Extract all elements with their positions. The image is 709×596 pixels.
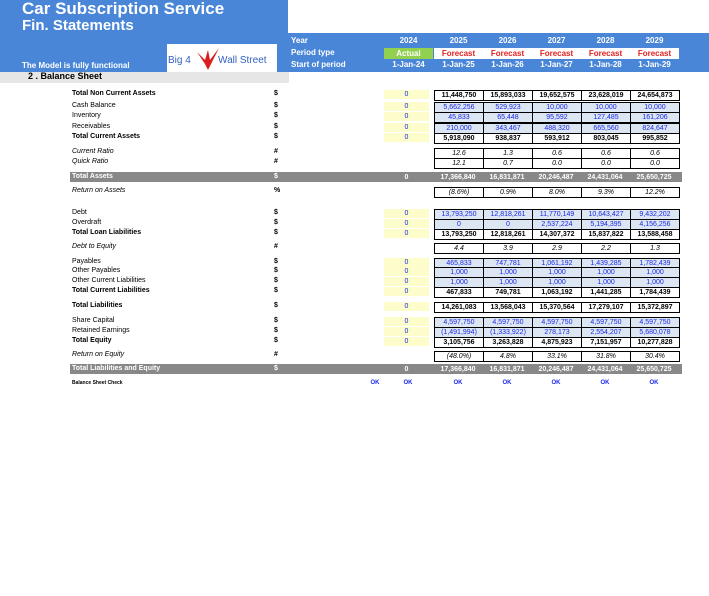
value-cell: 2.2: [581, 243, 631, 254]
value-cell: 4,875,923: [532, 337, 582, 348]
row-unit: $: [274, 102, 278, 109]
row-label: Total Liabilities and Equity: [72, 365, 161, 372]
year-2027: 2027: [547, 36, 566, 45]
value-cell: 17,366,840: [440, 174, 476, 181]
value-cell: 23,628,019: [581, 90, 631, 101]
value-cell: 4,597,750: [434, 317, 484, 328]
value-cell: 1,439,285: [581, 258, 631, 269]
value-cell: 467,833: [434, 287, 484, 298]
row-label: Return on Assets: [72, 187, 126, 194]
value-cell: 15,372,897: [630, 302, 680, 313]
value-cell: 30.4%: [630, 351, 680, 362]
value-cell: (8.6%): [434, 187, 484, 198]
value-cell: 1,000: [483, 267, 533, 278]
value-cell: 4,597,750: [532, 317, 582, 328]
value-cell: 17,279,107: [581, 302, 631, 313]
row-unit: $: [274, 337, 278, 344]
value-cell: 0.6: [581, 148, 631, 159]
value-cell: 95,592: [532, 112, 582, 123]
value-cell: 4,597,750: [581, 317, 631, 328]
value-cell: 1,000: [434, 277, 484, 288]
value-cell: 65,448: [483, 112, 533, 123]
row-label: Total Current Liabilities: [72, 287, 150, 294]
row-label: Overdraft: [72, 219, 102, 226]
value-cell: 4,597,750: [483, 317, 533, 328]
value-cell: 824,647: [630, 123, 680, 134]
value-cell: 45,833: [434, 112, 484, 123]
row-label: Total Assets: [72, 173, 113, 180]
value-cell: 0: [384, 102, 429, 111]
period-type-row-label: Period type: [291, 48, 335, 57]
row-label: Payables: [72, 258, 101, 265]
value-cell: 0: [384, 317, 429, 326]
start-date-2026: 1-Jan-26: [491, 60, 524, 69]
value-cell: 24,431,064: [587, 174, 623, 181]
row-unit: #: [274, 148, 278, 155]
value-cell: 10,000: [581, 102, 631, 113]
check-ok: OK: [649, 380, 659, 386]
value-cell: 0: [434, 219, 484, 230]
value-cell: 16,831,871: [489, 174, 525, 181]
value-cell: 0: [384, 267, 429, 276]
value-cell: 19,652,575: [532, 90, 582, 101]
row-label: Inventory: [72, 112, 101, 119]
value-cell: 17,366,840: [440, 366, 476, 373]
row-label: Debt to Equity: [72, 243, 116, 250]
value-cell: 4.4: [434, 243, 484, 254]
value-cell: 3.9: [483, 243, 533, 254]
value-cell: 13,793,250: [434, 229, 484, 240]
start-date-2028: 1-Jan-28: [589, 60, 622, 69]
value-cell: 161,206: [630, 112, 680, 123]
row-label: Current Ratio: [72, 148, 114, 155]
value-cell: 0: [384, 258, 429, 267]
value-cell: 465,833: [434, 258, 484, 269]
logo-text-left: Big 4: [168, 55, 191, 66]
value-cell: 938,837: [483, 133, 533, 144]
row-label: Total Equity: [72, 337, 112, 344]
logo-text-right: Wall Street: [218, 55, 267, 66]
start-date-2029: 1-Jan-29: [638, 60, 671, 69]
row-unit: $: [274, 317, 278, 324]
value-cell: (48.0%): [434, 351, 484, 362]
value-cell: 593,912: [532, 133, 582, 144]
row-label: Cash Balance: [72, 102, 116, 109]
value-cell: 0.0: [581, 158, 631, 169]
value-cell: 1,000: [483, 277, 533, 288]
period-type-2026: Forecast: [483, 48, 532, 59]
app-title: Car Subscription Service: [22, 0, 225, 18]
row-unit: $: [274, 287, 278, 294]
value-cell: 5,918,090: [434, 133, 484, 144]
big4-wallstreet-logo: [167, 44, 277, 72]
row-unit: $: [274, 112, 278, 119]
value-cell: 278,173: [532, 327, 582, 338]
row-unit: $: [274, 302, 278, 309]
value-cell: 1.3: [630, 243, 680, 254]
value-cell: 1.3: [483, 148, 533, 159]
value-cell: 749,781: [483, 287, 533, 298]
title-notch: [288, 0, 709, 33]
sheet-title: Fin. Statements: [22, 17, 134, 34]
value-cell: 1,000: [532, 267, 582, 278]
row-unit: $: [274, 258, 278, 265]
value-cell: 10,000: [532, 102, 582, 113]
value-cell: 5,194,395: [581, 219, 631, 230]
value-cell: 15,370,564: [532, 302, 582, 313]
check-ok: OK: [403, 380, 413, 386]
section-title: 2 . Balance Sheet: [28, 71, 103, 81]
value-cell: 1,782,439: [630, 258, 680, 269]
value-cell: 0: [404, 174, 409, 181]
value-cell: 488,320: [532, 123, 582, 134]
value-cell: 12.1: [434, 158, 484, 169]
value-cell: 14,261,083: [434, 302, 484, 313]
start-date-2027: 1-Jan-27: [540, 60, 573, 69]
value-cell: 0: [384, 219, 429, 228]
value-cell: 24,654,873: [630, 90, 680, 101]
value-cell: 16,831,871: [489, 366, 525, 373]
value-cell: 12.2%: [630, 187, 680, 198]
value-cell: 210,000: [434, 123, 484, 134]
value-cell: 0.6: [630, 148, 680, 159]
value-cell: 0: [483, 219, 533, 230]
value-cell: 24,431,064: [587, 366, 623, 373]
value-cell: 11,448,750: [434, 90, 484, 101]
value-cell: 25,650,725: [636, 174, 672, 181]
value-cell: 1,061,192: [532, 258, 582, 269]
value-cell: 1,063,192: [532, 287, 582, 298]
value-cell: 0.0: [630, 158, 680, 169]
value-cell: 0: [384, 229, 429, 238]
row-label: Total Liabilities: [72, 302, 123, 309]
value-cell: 25,650,725: [636, 366, 672, 373]
row-unit: #: [274, 351, 278, 358]
row-unit: $: [274, 123, 278, 130]
year-2025: 2025: [449, 36, 468, 45]
check-ok: OK: [502, 380, 512, 386]
row-label: Total Non Current Assets: [72, 90, 156, 97]
start-date-2025: 1-Jan-25: [442, 60, 475, 69]
row-unit: $: [274, 267, 278, 274]
value-cell: 15,837,822: [581, 229, 631, 240]
value-cell: 803,045: [581, 133, 631, 144]
value-cell: 3,263,828: [483, 337, 533, 348]
row-label: Quick Ratio: [72, 158, 109, 165]
value-cell: 4.8%: [483, 351, 533, 362]
row-label: Total Current Assets: [72, 133, 141, 140]
value-cell: 1,784,439: [630, 287, 680, 298]
value-cell: 0.9%: [483, 187, 533, 198]
value-cell: 12,818,261: [483, 209, 533, 220]
check-ok: OK: [453, 380, 463, 386]
check-ok: OK: [600, 380, 610, 386]
year-row-label: Year: [291, 36, 308, 45]
row-unit: #: [274, 158, 278, 165]
value-cell: 2,554,207: [581, 327, 631, 338]
row-label: Debt: [72, 209, 87, 216]
value-cell: 0: [384, 209, 429, 218]
value-cell: 0: [384, 337, 429, 346]
value-cell: 0: [384, 123, 429, 132]
value-cell: 343,467: [483, 123, 533, 134]
value-cell: 0: [384, 133, 429, 142]
year-2024: 2024: [399, 36, 418, 45]
value-cell: 11,770,149: [532, 209, 582, 220]
value-cell: 0: [384, 287, 429, 296]
period-type-2028: Forecast: [581, 48, 630, 59]
value-cell: 127,485: [581, 112, 631, 123]
row-unit: $: [274, 173, 278, 180]
row-unit: $: [274, 133, 278, 140]
period-type-2025: Forecast: [434, 48, 483, 59]
value-cell: 8.0%: [532, 187, 582, 198]
row-unit: #: [274, 243, 278, 250]
row-unit: %: [274, 187, 281, 194]
row-unit: $: [274, 90, 278, 97]
value-cell: 10,000: [630, 102, 680, 113]
row-label: Other Current Liabilities: [72, 277, 146, 284]
value-cell: 3,105,756: [434, 337, 484, 348]
row-label: Receivables: [72, 123, 111, 130]
value-cell: 20,246,487: [538, 174, 574, 181]
value-cell: 665,560: [581, 123, 631, 134]
value-cell: 0.0: [532, 158, 582, 169]
value-cell: 10,643,427: [581, 209, 631, 220]
row-unit: $: [274, 219, 278, 226]
value-cell: 0.7: [483, 158, 533, 169]
value-cell: 747,781: [483, 258, 533, 269]
year-2028: 2028: [596, 36, 615, 45]
row-label: Share Capital: [72, 317, 115, 324]
year-2029: 2029: [645, 36, 664, 45]
value-cell: 7,151,957: [581, 337, 631, 348]
value-cell: 0: [384, 302, 429, 311]
start-date-2024: 1-Jan-24: [392, 60, 425, 69]
row-unit: $: [274, 209, 278, 216]
value-cell: 9.3%: [581, 187, 631, 198]
value-cell: 0: [404, 366, 409, 373]
row-unit: $: [274, 277, 278, 284]
value-cell: 0.6: [532, 148, 582, 159]
value-cell: 13,793,250: [434, 209, 484, 220]
value-cell: 20,246,487: [538, 366, 574, 373]
period-type-2024: Actual: [384, 48, 433, 59]
model-status: The Model is fully functional: [22, 61, 130, 70]
year-2026: 2026: [498, 36, 517, 45]
row-label: Total Loan Liabilities: [72, 229, 142, 236]
row-unit: $: [274, 229, 278, 236]
value-cell: 529,923: [483, 102, 533, 113]
value-cell: 5,680,078: [630, 327, 680, 338]
value-cell: 1,000: [630, 267, 680, 278]
row-unit: $: [274, 365, 278, 372]
section-header: [0, 72, 289, 83]
value-cell: 14,307,372: [532, 229, 582, 240]
value-cell: 33.1%: [532, 351, 582, 362]
row-label: Return on Equity: [72, 351, 125, 358]
value-cell: 1,000: [581, 277, 631, 288]
row-unit: $: [274, 327, 278, 334]
value-cell: 2,537,224: [532, 219, 582, 230]
value-cell: 4,156,256: [630, 219, 680, 230]
value-cell: 995,852: [630, 133, 680, 144]
row-label: Retained Earnings: [72, 327, 130, 334]
period-type-2027: Forecast: [532, 48, 581, 59]
value-cell: (1,333,922): [483, 327, 533, 338]
value-cell: 1,000: [532, 277, 582, 288]
value-cell: 12,818,261: [483, 229, 533, 240]
value-cell: 2.9: [532, 243, 582, 254]
value-cell: 13,588,458: [630, 229, 680, 240]
value-cell: 5,662,256: [434, 102, 484, 113]
value-cell: 0: [384, 112, 429, 121]
check-ok: OK: [551, 380, 561, 386]
value-cell: 4,597,750: [630, 317, 680, 328]
period-type-2029: Forecast: [630, 48, 679, 59]
value-cell: 15,893,033: [483, 90, 533, 101]
balance-check-label: Balance Sheet Check: [72, 380, 123, 386]
start-period-row-label: Start of period: [291, 60, 346, 69]
value-cell: 1,000: [434, 267, 484, 278]
value-cell: 0: [384, 327, 429, 336]
value-cell: 1,000: [581, 267, 631, 278]
value-cell: (1,491,994): [434, 327, 484, 338]
value-cell: 12.6: [434, 148, 484, 159]
check-ok: OK: [370, 380, 380, 386]
value-cell: 13,568,043: [483, 302, 533, 313]
row-label: Other Payables: [72, 267, 121, 274]
value-cell: 1,000: [630, 277, 680, 288]
value-cell: 10,277,828: [630, 337, 680, 348]
value-cell: 0: [384, 277, 429, 286]
value-cell: 0: [384, 90, 429, 99]
value-cell: 9,432,202: [630, 209, 680, 220]
value-cell: 1,441,285: [581, 287, 631, 298]
value-cell: 31.8%: [581, 351, 631, 362]
